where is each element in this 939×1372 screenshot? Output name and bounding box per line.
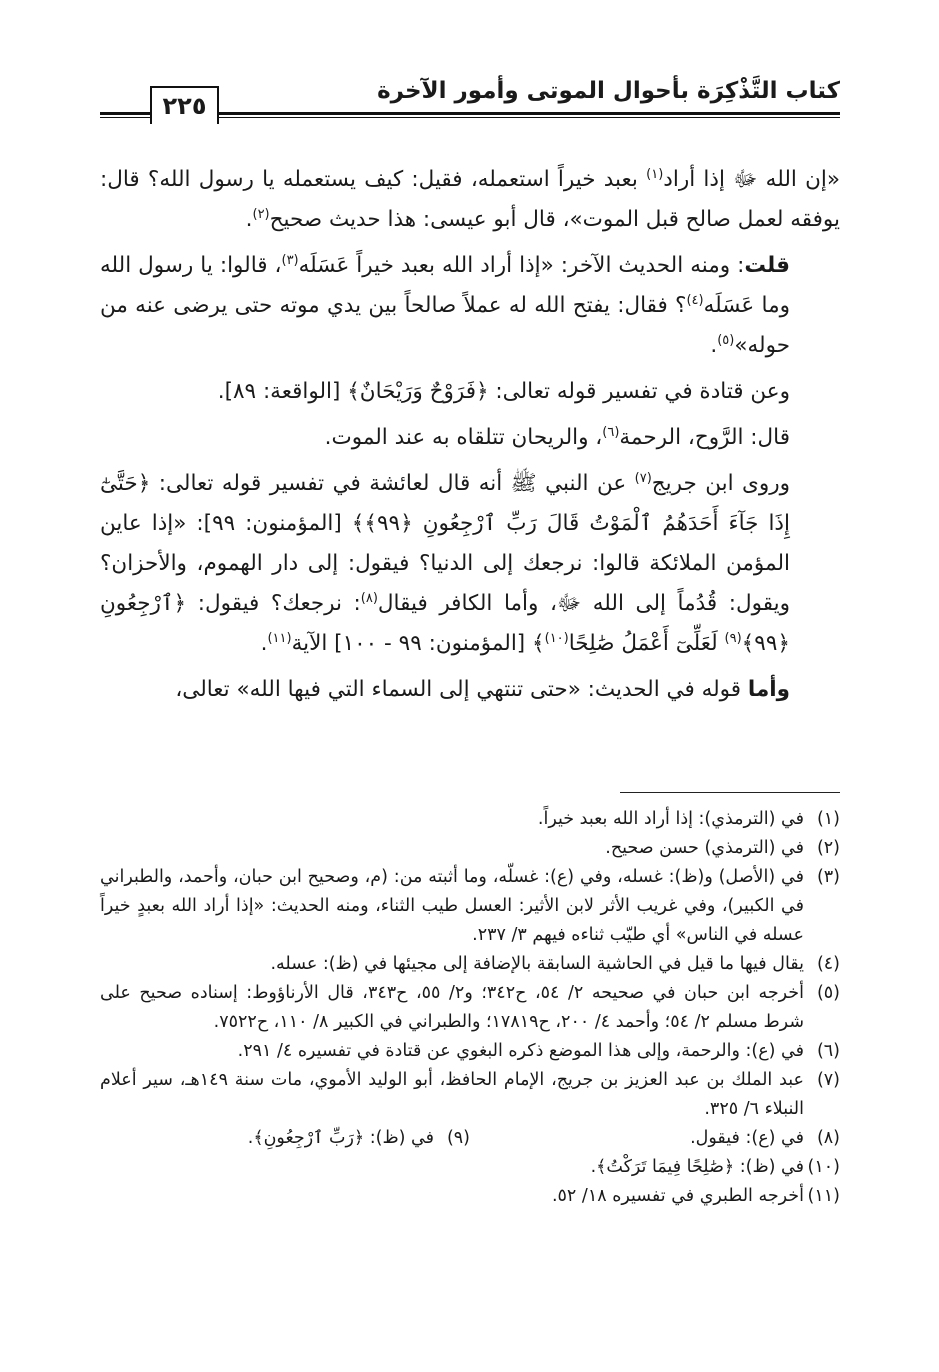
- text-run: : ومنه الحديث الآخر: «إذا أراد الله بعبد خيراً عَسَلَه: [298, 253, 745, 278]
- text-run: «إن الله ﷻ إذا أراد: [663, 167, 841, 192]
- footnote-text: في (ع): والرحمة، وإلى هذا الموضع ذكره البغوي عن قتادة في تفسيره ٤/ ٢٩١.: [237, 1041, 804, 1061]
- footnote-text: عبد الملك بن عبد العزيز بن جريج، الإمام الحافظ، أبو الوليد الأموي، مات سنة ١٤٩هـ، سير أعلام النبلاء ٦/ ٣٢٥.: [100, 1070, 804, 1119]
- text-run: عن النبي ﷺ أنه قال لعائشة في تفسير قوله تعالى: ﴿حَتَّىٰٓ إِذَا جَآءَ أَحَدَهُمُ ٱلْمَوْتُ قَالَ رَبِّ ٱرْجِعُونِ ﴿٩٩﴾﴾ [المؤمنون: ٩٩]: «إذا عاين المؤمن الملائكة قالوا: نرجعك إلى الدنيا؟ فيقول: إلى دار الهموم، والأحزان؟ ويقول: قُدُماً إلى الله ﷻ، وأما الكافر فيقال: [100, 471, 790, 616]
- footnote-text: أخرجه الطبري في تفسيره ١٨/ ٥٢.: [551, 1186, 804, 1206]
- footnote-ref: (٥): [717, 332, 735, 348]
- text-run: .: [260, 631, 268, 656]
- text-run: وروى ابن جريج: [651, 471, 790, 496]
- text-run: ؟ فقال: يفتح الله له عملاً صالحاً بين يدي موته حتى يرضى عنه من حوله»: [100, 293, 790, 358]
- header-rule: [215, 117, 840, 118]
- main-text: [100, 160, 840, 710]
- running-title: كتاب التَّذْكِرَة بأحوال الموتى وأمور الآخرة: [377, 78, 840, 104]
- footnote-text: يقال فيها ما قيل في الحاشية السابقة بالإضافة إلى مجيئها في (ظ): عسله.: [270, 954, 804, 974]
- paragraph: [100, 670, 840, 710]
- footnote: [100, 834, 840, 863]
- footnote-number: (١٠): [807, 1157, 840, 1177]
- footnote-ref: (٨): [360, 590, 378, 606]
- footnote-ref: (٤): [686, 292, 704, 308]
- footnote-ref: (٣): [281, 252, 299, 268]
- footnote-text: في (الترمذي) حسن صحيح.: [605, 838, 804, 858]
- lead-word: قلت: [744, 253, 790, 278]
- footnote: [100, 979, 840, 1037]
- footnote: [100, 950, 840, 979]
- header-rule: [100, 112, 150, 115]
- paragraph: [100, 160, 840, 240]
- footnote-ref: (١١): [267, 630, 292, 646]
- footnote-number: (٢): [816, 838, 840, 858]
- footnote-number: (٤): [816, 954, 840, 974]
- footnote-text: في (الأصل) و(ظ): غسله، وفي (ع): غسلّه، وما أثبته من: (م، وصحيح ابن حبان، وأحمد، والطبراني في الكبير)، وفي غريب الأثر لابن الأثير: العسل طيب الثناء، ومنه الحديث: «إذا أراد الله بعبدٍ خيراً عسله في الناس» أي طيّب ثناءه فيهم ٣/ ٢٣٧.: [100, 867, 804, 945]
- paragraph: [100, 464, 840, 664]
- footnote-number: (٥): [816, 983, 840, 1003]
- footnote-separator: [620, 792, 840, 793]
- footnote-ref: (١٠): [544, 630, 569, 646]
- text-run: قال: الرَّوح، الرحمة: [619, 425, 790, 450]
- footnote-ref: (٢): [252, 206, 270, 222]
- text-run: ﴾ [المؤمنون: ٩٩ - ١٠٠] الآية: [291, 631, 545, 656]
- footnote: [100, 1066, 840, 1124]
- footnote: [100, 1124, 470, 1153]
- text-run: .: [245, 207, 253, 232]
- footnote: [100, 863, 840, 950]
- footnote-number: (٣): [816, 867, 840, 887]
- footnote-number: (٧): [816, 1070, 840, 1090]
- footnote-number: (١١): [807, 1186, 840, 1206]
- page-number: ٢٢٥: [150, 86, 219, 124]
- footnote-ref: (٧): [634, 470, 652, 486]
- text-run: ، والريحان تتلقاه به عند الموت.: [324, 425, 603, 450]
- text-run: بعبد خيراً استعمله، فقيل: كيف يستعمله يا رسول الله؟ قال: يوفقه لعمل صالح قبل الموت»، قال أبو عيسى: هذا حديث صحيح: [100, 167, 840, 232]
- paragraph: [100, 372, 840, 412]
- footnote-number: (١): [816, 809, 840, 829]
- footnote: [100, 1182, 840, 1211]
- paragraph: [100, 418, 840, 458]
- footnote-number: (٨): [816, 1128, 840, 1148]
- header-rule: [215, 112, 840, 115]
- page-header: [100, 72, 840, 122]
- footnote-text: في (ظ): ﴿رَبِّ ٱرْجِعُونِ﴾.: [247, 1128, 434, 1148]
- text-run: قوله في الحديث: «حتى تنتهي إلى السماء التي فيها الله» تعالى،: [175, 677, 748, 702]
- footnote: [100, 1037, 840, 1066]
- footnote-ref: (٦): [602, 424, 620, 440]
- footnote-number: (٦): [816, 1041, 840, 1061]
- footnote-pair: [100, 1124, 840, 1153]
- footnote-text: أخرجه ابن حبان في صحيحه ٢/ ٥٤، ح٣٤٢؛ و٢/ ٥٥، ح٣٤٣، قال الأرناؤوط: إسناده صحيح على شرط مسلم ٢/ ٥٤؛ وأحمد ٤/ ٢٠٠، ح١٧٨١٩؛ والطبراني في الكبير ٨/ ١١٠، ح٧٥٢٢.: [100, 983, 804, 1032]
- text-run: ، قالوا: يا رسول الله وما عَسَلَه: [100, 253, 790, 318]
- footnote: [470, 1124, 840, 1153]
- footnote: [100, 1153, 840, 1182]
- footnote-ref: (٩): [724, 630, 742, 646]
- lead-word: وأما: [747, 677, 790, 702]
- footnote-text: في (ع): فيقول.: [690, 1128, 804, 1148]
- text-run: : نرجعك؟ فيقول: ﴿ٱرْجِعُونِ ﴿٩٩﴾: [100, 591, 790, 656]
- text-run: .: [710, 333, 718, 358]
- header-rule: [100, 117, 150, 118]
- paragraph: [100, 246, 840, 366]
- footnote-text: في (ظ): ﴿صَٰلِحًا فِيمَا تَرَكْتُ﴾.: [590, 1157, 804, 1177]
- footnote-number: (٩): [446, 1128, 470, 1148]
- footnotes: [100, 805, 840, 1211]
- footnote-text: في (الترمذي): إذا أراد الله بعبد خيراً.: [537, 809, 804, 829]
- footnote-ref: (١): [646, 166, 664, 182]
- text-run: لَعَلِّىٓ أَعْمَلُ صَٰلِحًا: [568, 631, 725, 656]
- footnote: [100, 805, 840, 834]
- text-run: وعن قتادة في تفسير قوله تعالى: ﴿فَرَوْحٌ وَرَيْحَانٌ﴾ [الواقعة: ٨٩].: [217, 379, 790, 404]
